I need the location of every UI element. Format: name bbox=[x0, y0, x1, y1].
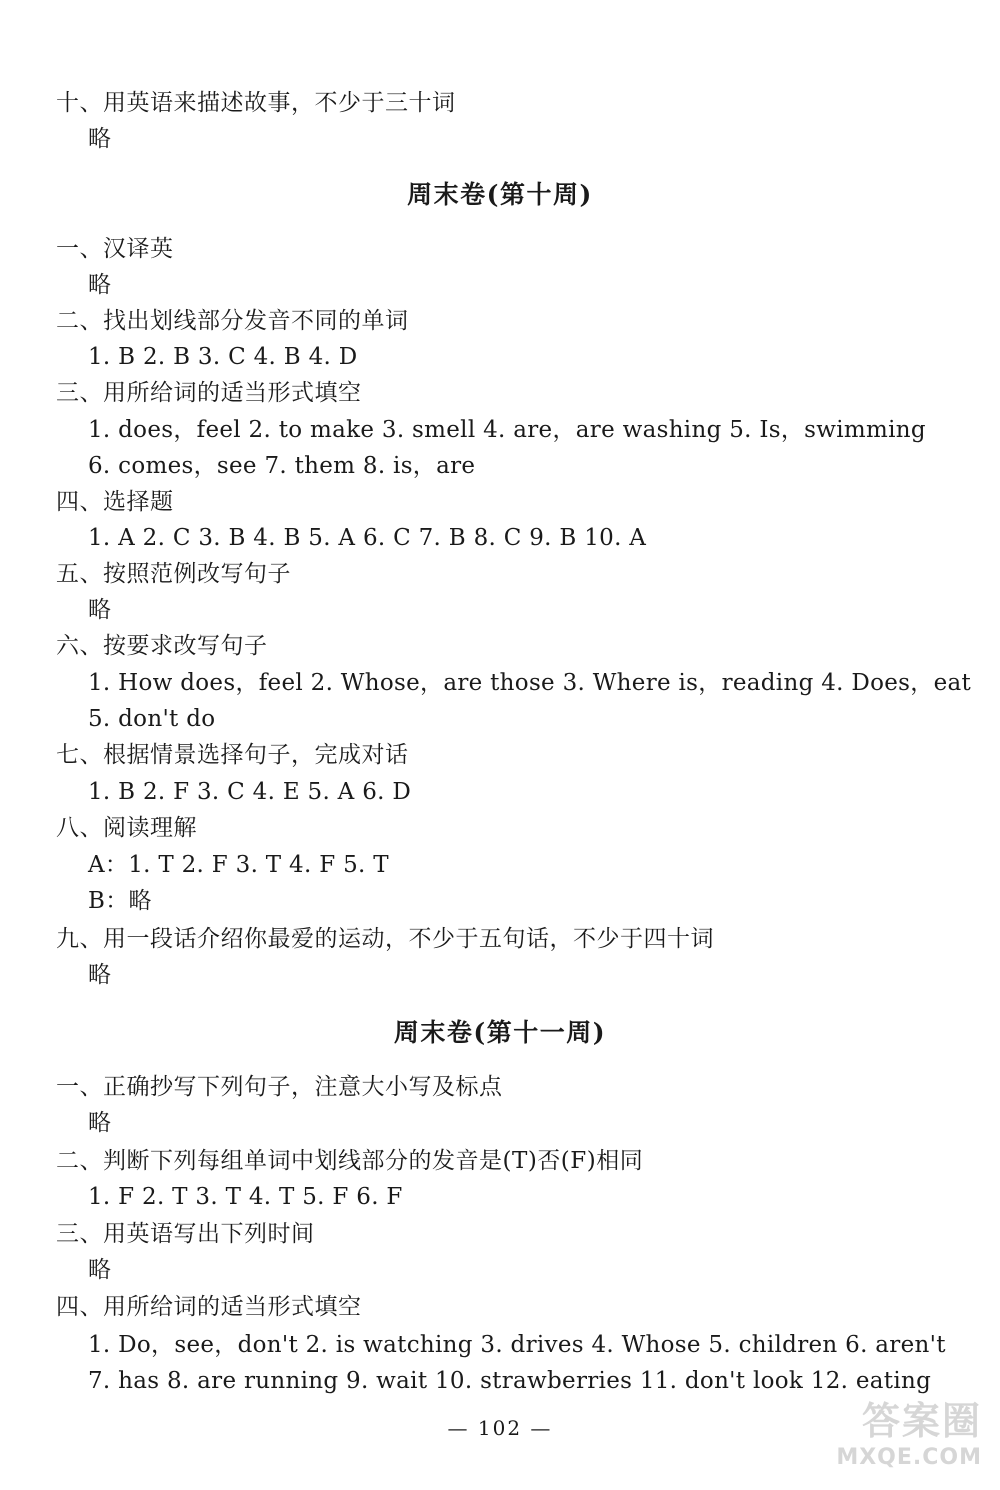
week10-q2-heading: 二、找出划线部分发音不同的单词 bbox=[56, 308, 409, 334]
week11-q1-answer: 略 bbox=[88, 1110, 112, 1136]
page-number: — 102 — bbox=[447, 1416, 553, 1440]
week10-q1-heading: 一、汉译英 bbox=[56, 236, 174, 262]
week11-q4-answer-line1: 1. Do，see，don't 2. is watching 3. drives 4. Whose 5. children 6. aren't bbox=[88, 1332, 946, 1358]
week11-q4-heading: 四、用所给词的适当形式填空 bbox=[56, 1294, 362, 1320]
watermark-logo bbox=[792, 1398, 982, 1484]
week10-q6-answer-line2: 5. don't do bbox=[88, 706, 216, 732]
watermark-logo-text: 答案圈 bbox=[861, 1399, 982, 1443]
week10-q8-heading: 八、阅读理解 bbox=[56, 815, 197, 841]
week10-q7-answer: 1. B 2. F 3. C 4. E 5. A 6. D bbox=[88, 779, 412, 805]
week10-q5-answer: 略 bbox=[88, 597, 112, 623]
watermark-url: MXQE.COM bbox=[836, 1445, 982, 1470]
week10-q1-answer: 略 bbox=[88, 272, 112, 298]
week10-q9-heading: 九、用一段话介绍你最爱的运动，不少于五句话，不少于四十词 bbox=[56, 926, 714, 952]
week10-q3-heading: 三、用所给词的适当形式填空 bbox=[56, 380, 362, 406]
week10-q3-answer-line2: 6. comes，see 7. them 8. is，are bbox=[88, 453, 476, 479]
week10-q6-heading: 六、按要求改写句子 bbox=[56, 633, 268, 659]
week10-q7-heading: 七、根据情景选择句子，完成对话 bbox=[56, 742, 409, 768]
section-ten-heading: 十、用英语来描述故事，不少于三十词 bbox=[56, 90, 456, 116]
week11-q4-answer-line2: 7. has 8. are running 9. wait 10. strawberries 11. don't look 12. eating bbox=[88, 1368, 932, 1394]
week10-q5-heading: 五、按照范例改写句子 bbox=[56, 561, 291, 587]
week10-title: 周末卷(第十周) bbox=[407, 180, 593, 209]
week10-q9-answer: 略 bbox=[88, 962, 112, 988]
week11-q1-heading: 一、正确抄写下列句子，注意大小写及标点 bbox=[56, 1074, 503, 1100]
week10-q2-answer: 1. B 2. B 3. C 4. B 4. D bbox=[88, 344, 358, 370]
week10-q8-answer-a: A：1. T 2. F 3. T 4. F 5. T bbox=[88, 852, 389, 878]
week11-q2-answer: 1. F 2. T 3. T 4. T 5. F 6. F bbox=[88, 1184, 403, 1210]
week10-q4-answer: 1. A 2. C 3. B 4. B 5. A 6. C 7. B 8. C 9. B 10. A bbox=[88, 525, 647, 551]
section-ten-answer: 略 bbox=[88, 126, 112, 152]
week10-q6-answer-line1: 1. How does，feel 2. Whose，are those 3. Where is，reading 4. Does，eat bbox=[88, 670, 972, 696]
week10-q8-answer-b: B：略 bbox=[88, 888, 152, 914]
week11-q3-heading: 三、用英语写出下列时间 bbox=[56, 1221, 315, 1247]
week11-q2-heading: 二、判断下列每组单词中划线部分的发音是(T)否(F)相同 bbox=[56, 1148, 644, 1174]
week10-q3-answer-line1: 1. does，feel 2. to make 3. smell 4. are，are washing 5. Is，swimming bbox=[88, 417, 926, 443]
week10-q4-heading: 四、选择题 bbox=[56, 489, 174, 515]
week11-title: 周末卷(第十一周) bbox=[393, 1018, 607, 1047]
week11-q3-answer: 略 bbox=[88, 1257, 112, 1283]
